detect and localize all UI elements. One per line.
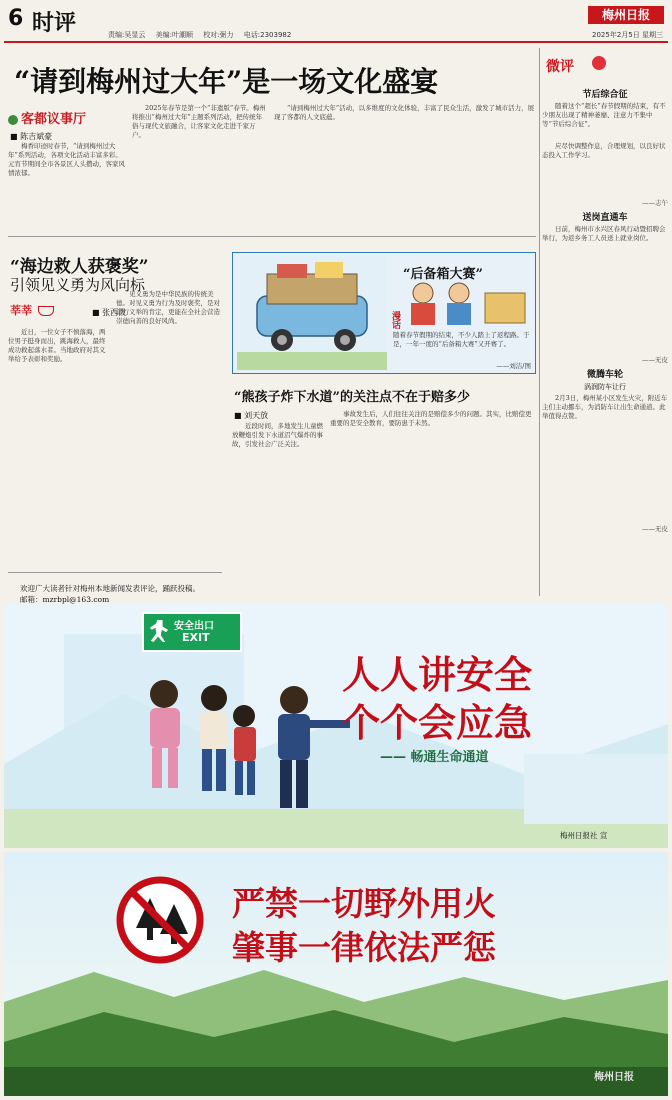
brand-logo: 梅州日报: [588, 6, 664, 24]
safety-subtitle: —— 畅通生命通道: [380, 750, 489, 765]
middle-headline: “海边救人获褒奖”: [10, 257, 149, 277]
exit-sign-en: EXIT: [182, 631, 210, 644]
editor-credit: 责编:吴显云: [108, 31, 146, 39]
safety-slogan-line-1: 人人讲安全: [342, 653, 533, 697]
safety-slogan-line-2: 个个会应急: [342, 701, 533, 745]
lead-paragraph-3: “请到梅州过大年”活动，以多维度的文化体验，丰富了民众生活，激发了城市活力，展现了客都的人文底蕴。: [274, 104, 535, 121]
sidebar-author-3: ——无皮: [642, 525, 668, 533]
middle-column-logo: [10, 302, 54, 318]
bear-paragraph-1: 近段时间，多地发生儿童燃放鞭炮引发下水道沼气爆炸的事故，引发社会广泛关注。: [232, 422, 323, 448]
cartoon-tag: 漫话: [390, 311, 400, 329]
sidebar-divider: [539, 48, 540, 596]
ad-sponsor: 梅州日报社 宣: [560, 831, 608, 840]
cartoon-figures: [401, 279, 531, 329]
divider-lead: [8, 236, 536, 237]
sidebar-paragraph-4: 2月3日，梅州某小区发生火灾，附近车主们主动挪车，为消防车让出生命通道。此举值得点赞。: [542, 394, 668, 420]
pin-icon: [592, 56, 606, 70]
issue-date: 2025年2月5日 星期三: [592, 31, 663, 39]
cartoon-title: “后备箱大赛”: [403, 267, 483, 282]
sidebar-paragraph-3: 日前，梅州市水兴区春风行动暨招聘会举行，为返乡务工人员送上就业岗位。: [542, 225, 666, 242]
fire-slogan-line-2: 肇事一律依法严惩: [232, 928, 496, 967]
masthead-credits: [108, 30, 299, 40]
fire-prevention-ad: [4, 852, 668, 1096]
column-logo: [8, 108, 86, 127]
running-man-icon: [150, 620, 168, 642]
art-editor-credit: 美编:叶潮顺: [155, 31, 193, 39]
sidebar-logo-text: 微评: [546, 59, 574, 75]
sidebar: [542, 48, 668, 533]
sidebar-author-2: ——无皮: [642, 356, 668, 364]
cartoon-illustration: [237, 256, 387, 370]
no-fire-icon: [114, 874, 206, 966]
sidebar-paragraph-1: 随着这个“超长”春节假期的结束，有不少朋友出现了精神萎靡、注意力不集中等“节后综合征”。: [542, 102, 666, 128]
lead-headline: “请到梅州过大年”是一场文化盛宴: [14, 65, 439, 98]
cartoon-author: ——刘洁/图: [496, 362, 531, 370]
middle-subhead: 引领见义勇为风向标: [10, 276, 146, 294]
submission-email: 邮箱：mzrbpl@163.com: [20, 595, 110, 604]
sidebar-title-1: 节后综合征: [582, 90, 628, 100]
teacup-icon: [38, 306, 54, 316]
column-name: 客都议事厅: [21, 112, 87, 127]
middle-author: ■ 张西泼: [92, 308, 127, 317]
middle-paragraph-1: 近日，一位女子不慎落海，两位男子挺身而出，跳海救人，最终成功救起落水者。当地政府对其义举给予表彰和奖励。: [8, 328, 106, 363]
exit-sign-text: 安全出口: [174, 621, 214, 632]
section-title: 时评: [32, 11, 77, 36]
bear-paragraph-2: 事故发生后，人们往往关注的是赔偿多少的问题。其实，比赔偿更重要的是安全教育，要防患于未然。: [330, 410, 532, 427]
cartoon-caption: 随着春节假期的结束，不少人踏上了返程路。于是，一年一度的“后备箱大赛”又开赛了。: [393, 331, 530, 348]
divider-middle: [8, 572, 222, 573]
bear-headline: “熊孩子炸下水道”的关注点不在于赔多少: [234, 390, 470, 405]
middle-column-name: 莘莘: [10, 304, 32, 317]
cartoon-box: [232, 252, 536, 374]
reader-invitation: 欢迎广大读者针对梅州本地新闻发表评论，踊跃投稿。: [20, 584, 200, 593]
watermark: 梅州日报: [594, 1072, 634, 1083]
lead-paragraph-1: 梅香印迹时春节，“请到梅州过大年”系列活动，各项文化活动丰富多彩。元宵节期间全市各景区人头攒动，客家风情浓郁。: [8, 142, 125, 177]
phone-credit: 电话:2303982: [243, 31, 292, 39]
sidebar-logo: [542, 48, 668, 84]
sidebar-title-2: 送岗直通车: [582, 213, 628, 223]
bear-author: ■ 刘天放: [234, 411, 269, 420]
lead-author: ■ 陈吉斌豪: [10, 132, 53, 141]
column-icon: [8, 115, 18, 125]
sidebar-subtitle-3: 涡润防车让行: [584, 383, 626, 391]
fire-slogan-line-1: 严禁一切野外用火: [232, 884, 496, 923]
safety-ad: [4, 604, 668, 848]
header-rule: [4, 41, 668, 43]
exit-sign: [142, 612, 242, 652]
sidebar-title-3: 微腾车轮: [586, 370, 623, 380]
lead-paragraph-2: 2025年春节是第一个“非遗版”春节。梅州将推出“梅州过大年”主题系列活动，把传统年俗与现代文旅融合，让客家文化走进千家万户。: [132, 104, 266, 139]
sidebar-paragraph-2: 应尽快调整作息，合理规划，以良好状态投入工作学习。: [542, 142, 666, 159]
proofreader-credit: 校对:弼力: [203, 31, 234, 39]
middle-paragraph-2: 见义勇为是中华民族的传统美德。对见义勇为行为及时褒奖，是对善行义举的肯定，更能在全社会营造崇德向善的良好风尚。: [116, 290, 220, 325]
page-number: 6: [8, 6, 24, 31]
sidebar-author-1: ——志午: [642, 199, 668, 207]
